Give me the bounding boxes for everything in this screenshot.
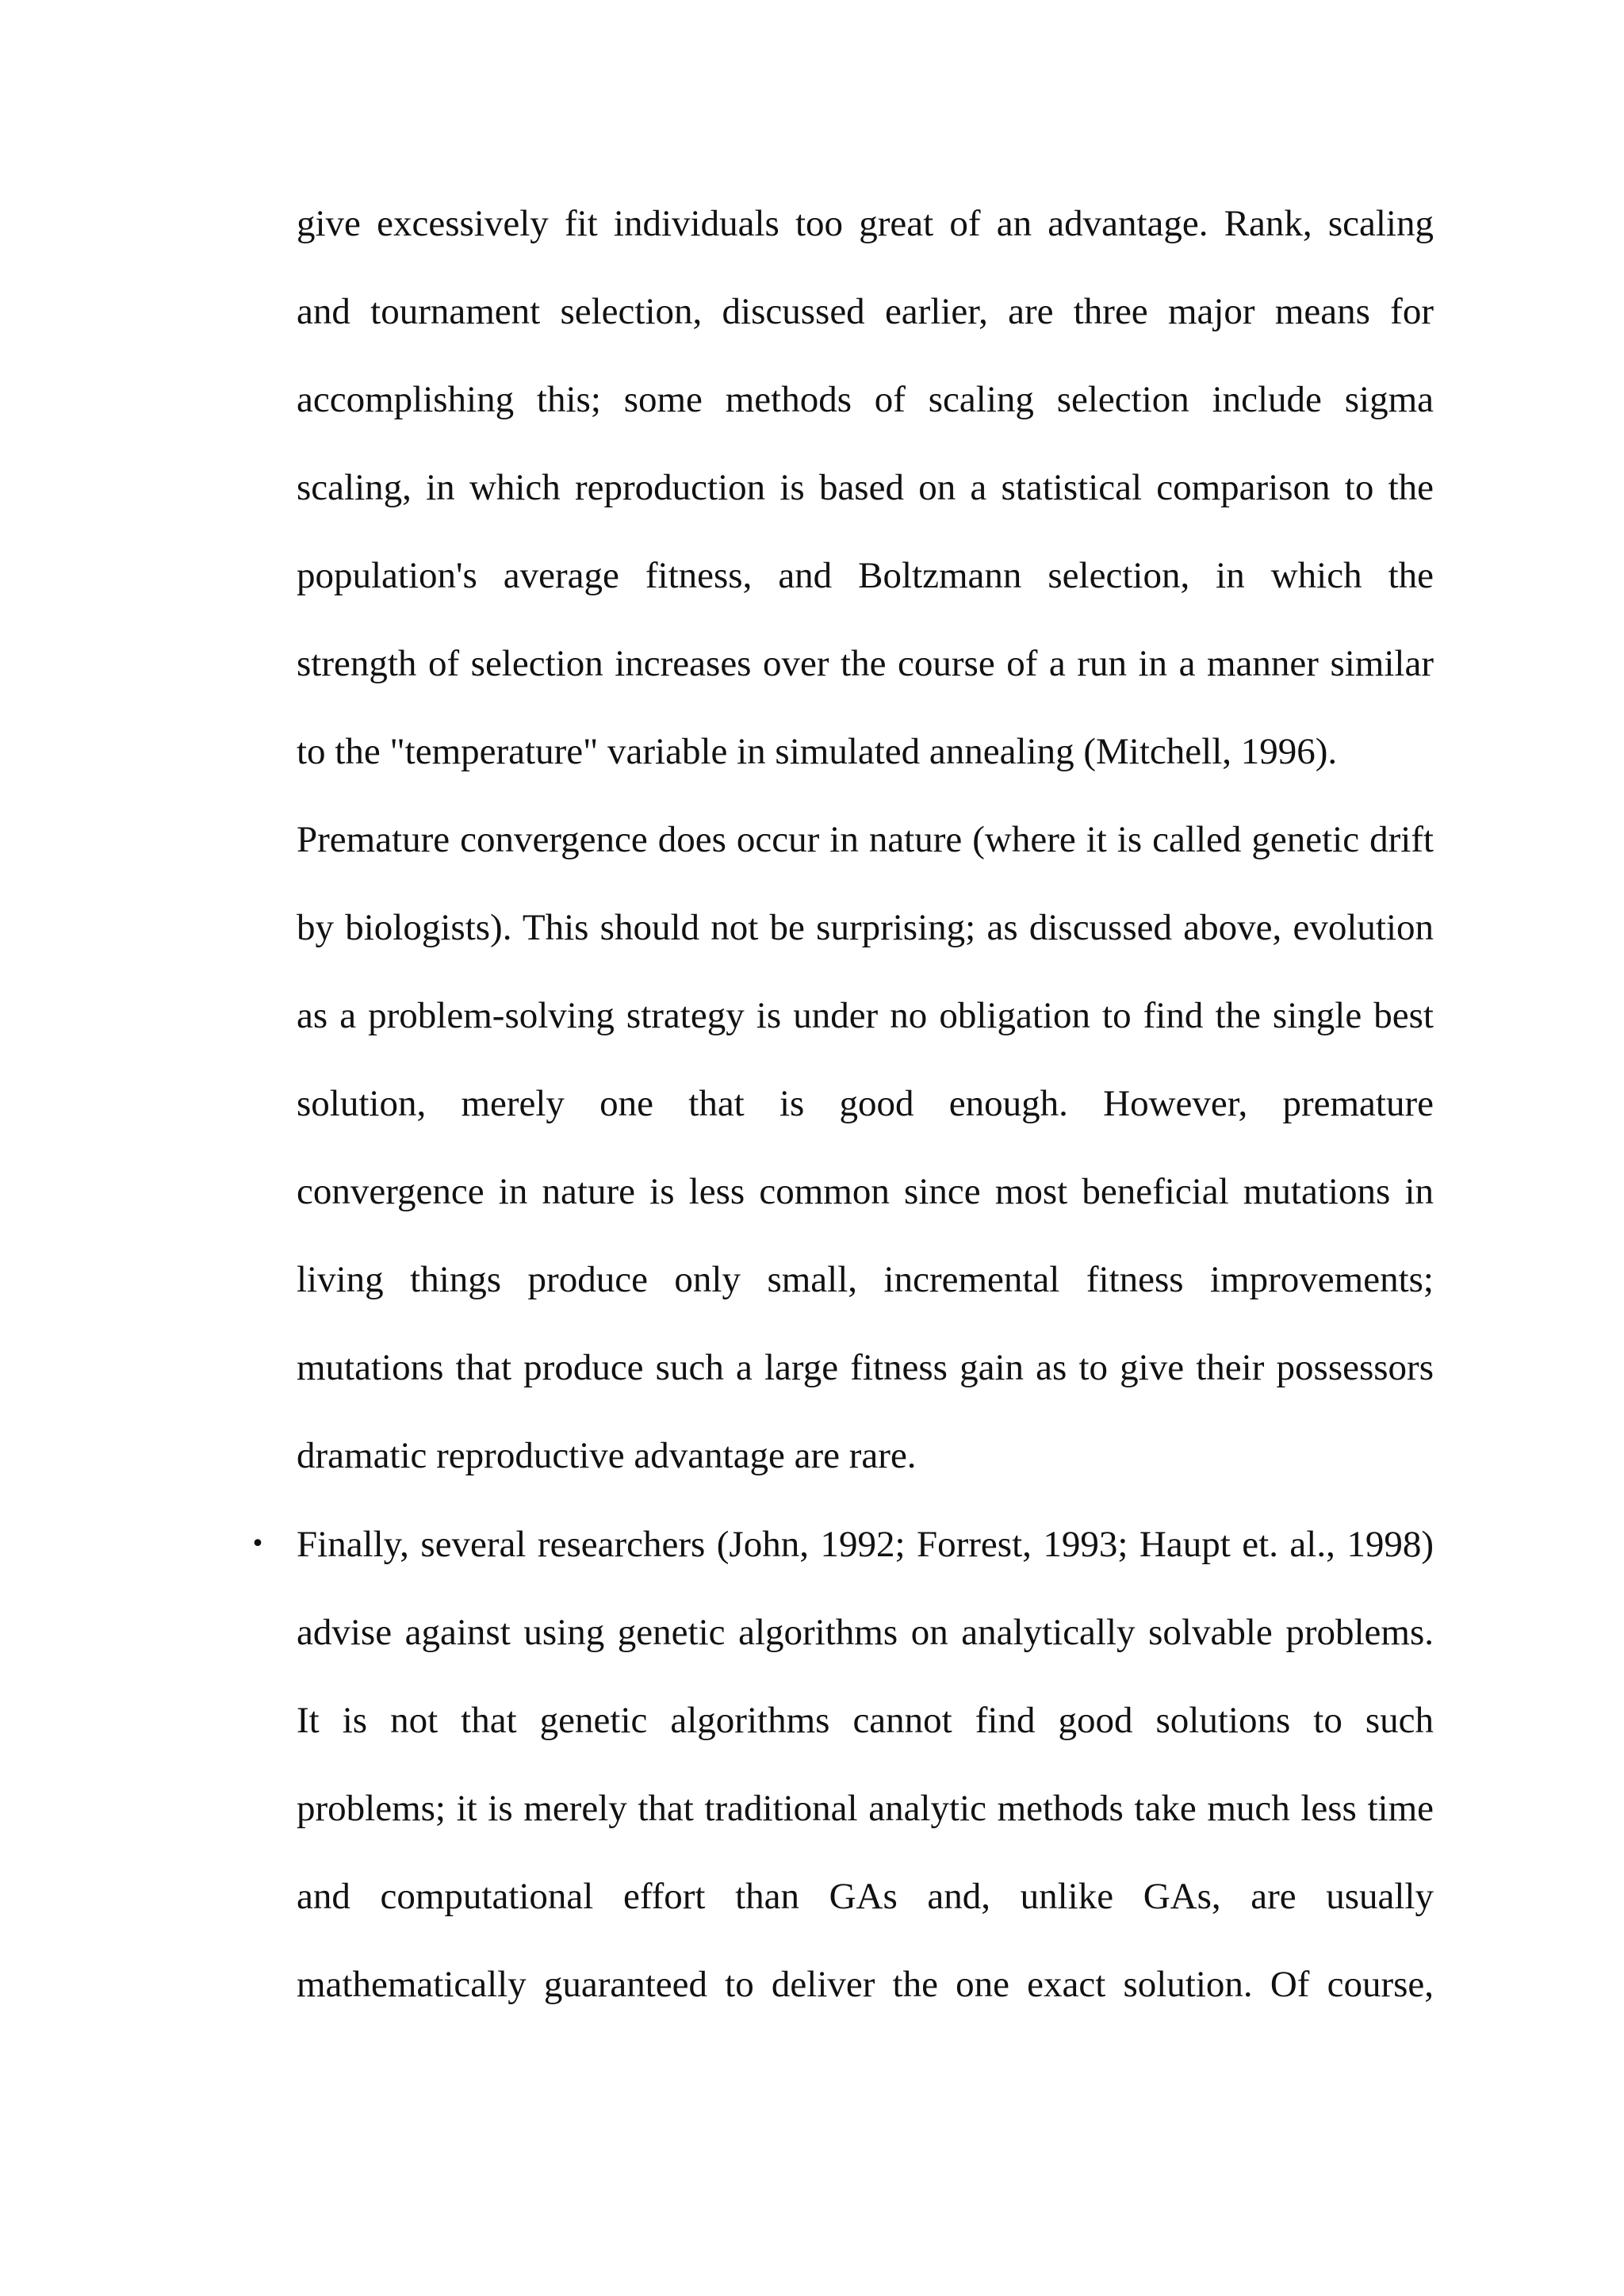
- text-line: and computational effort than GAs and, unlike GAs, are usually: [297, 1876, 1434, 1917]
- text-line: scaling, in which reproduction is based on a statistical comparison to the: [297, 467, 1434, 508]
- text-line: convergence in nature is less common since most beneficial mutations in: [297, 1171, 1434, 1212]
- text-line: as a problem-solving strategy is under no obligation to find the single best: [297, 995, 1434, 1036]
- text-line: It is not that genetic algorithms cannot find good solutions to such: [297, 1700, 1434, 1741]
- text-line: population's average fitness, and Boltzmann selection, in which the: [297, 555, 1434, 596]
- text-line: and tournament selection, discussed earlier, are three major means for: [297, 291, 1434, 332]
- text-line: solution, merely one that is good enough. However, premature: [297, 1083, 1434, 1124]
- text-line: accomplishing this; some methods of scaling selection include sigma: [297, 379, 1434, 420]
- text-line: mathematically guaranteed to deliver the one exact solution. Of course,: [297, 1964, 1434, 2005]
- text-line: living things produce only small, incremental fitness improvements;: [297, 1259, 1434, 1300]
- text-line: mutations that produce such a large fitness gain as to give their possessors: [297, 1347, 1434, 1388]
- text-line: advise against using genetic algorithms on analytically solvable problems.: [297, 1612, 1434, 1653]
- text-line: to the "temperature" variable in simulated annealing (Mitchell, 1996).: [297, 731, 1338, 772]
- text-line: by biologists). This should not be surprising; as discussed above, evolution: [297, 907, 1434, 948]
- text-line: Finally, several researchers (John, 1992; Forrest, 1993; Haupt et. al., 1998): [297, 1524, 1434, 1565]
- text-line: strength of selection increases over the course of a run in a manner similar: [297, 643, 1434, 684]
- bullet-icon: •: [251, 1530, 265, 1558]
- text-line: dramatic reproductive advantage are rare.: [297, 1435, 917, 1476]
- text-line: problems; it is merely that traditional analytic methods take much less time: [297, 1788, 1434, 1829]
- text-line: Premature convergence does occur in nature (where it is called genetic drift: [297, 819, 1434, 860]
- text-line: give excessively fit individuals too great of an advantage. Rank, scaling: [297, 203, 1434, 244]
